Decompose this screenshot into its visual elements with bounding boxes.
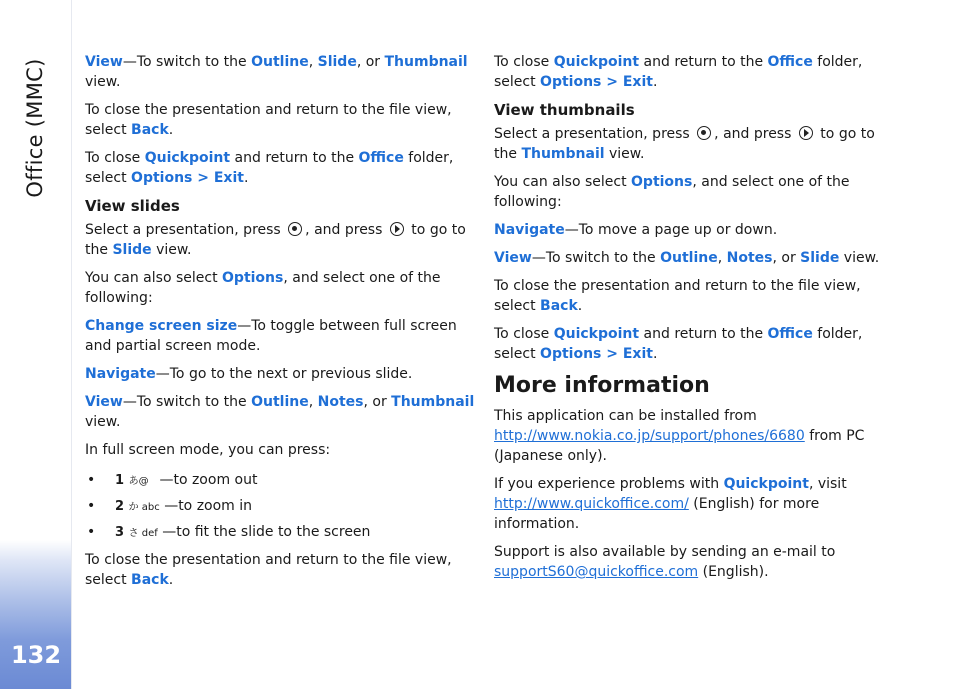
key-sub: か abc bbox=[128, 502, 160, 513]
text: If you experience problems with bbox=[494, 476, 724, 492]
text: folder, select bbox=[494, 326, 863, 362]
text: view. bbox=[85, 414, 121, 430]
keyword: Change screen size bbox=[85, 318, 238, 334]
text: (English) for more information. bbox=[494, 496, 820, 532]
text: Select a presentation, press bbox=[85, 222, 286, 238]
quickoffice-link[interactable]: http://www.quickoffice.com/ bbox=[494, 496, 689, 512]
keyword: Navigate bbox=[494, 222, 565, 238]
text: view. bbox=[839, 250, 880, 266]
keyword: Thumbnail bbox=[384, 54, 468, 70]
paragraph-install bbox=[494, 406, 886, 466]
text: , and press bbox=[714, 126, 796, 142]
text: To close bbox=[85, 150, 145, 166]
text: . bbox=[652, 346, 658, 362]
text: This application can be installed from bbox=[494, 408, 757, 424]
paragraph-view-switch bbox=[85, 392, 475, 432]
page-number: 132 bbox=[10, 641, 62, 669]
paragraph-problems bbox=[494, 474, 886, 534]
paragraph-view-switch bbox=[494, 248, 886, 268]
heading-view-thumbnails: View thumbnails bbox=[494, 101, 635, 119]
keyword: Navigate bbox=[85, 366, 156, 382]
text: , or bbox=[363, 394, 392, 410]
text: —To switch to the bbox=[122, 54, 252, 70]
text: from PC (Japanese only). bbox=[494, 428, 865, 464]
text: You can also select bbox=[494, 174, 632, 190]
key-1-icon bbox=[115, 469, 155, 494]
nokia-support-link[interactable]: http://www.nokia.co.jp/support/phones/6680 bbox=[494, 428, 805, 444]
paragraph-full-screen: In full screen mode, you can press: bbox=[85, 442, 331, 458]
joystick-right-icon bbox=[390, 222, 404, 236]
keyword: View bbox=[85, 54, 123, 70]
paragraph-view-options bbox=[85, 52, 475, 92]
key-2-icon bbox=[115, 495, 160, 520]
text: To close the presentation and return to the file view, select bbox=[85, 102, 452, 138]
text: To close the presentation and return to the file view, select bbox=[494, 278, 861, 314]
text: folder, select bbox=[85, 150, 454, 186]
keyword: Notes bbox=[726, 250, 773, 266]
key-desc: —to fit the slide to the screen bbox=[162, 524, 371, 540]
paragraph-select-presentation bbox=[85, 220, 475, 260]
key-sub: あ@ bbox=[128, 476, 149, 487]
paragraph-support bbox=[494, 542, 886, 582]
paragraph-close-quickpoint bbox=[85, 148, 475, 188]
key-desc: —to zoom in bbox=[164, 498, 253, 514]
key-sub: さ def bbox=[128, 528, 158, 539]
paragraph-close-presentation-2 bbox=[85, 550, 475, 590]
keyword: Outline bbox=[660, 250, 718, 266]
text: To close the presentation and return to the file view, select bbox=[85, 552, 452, 588]
keyword: Options > Exit bbox=[540, 346, 653, 362]
keyword: Office bbox=[767, 326, 813, 342]
text: —To toggle between full screen and partial screen mode. bbox=[85, 318, 457, 354]
paragraph-close-quickpoint bbox=[494, 52, 886, 92]
right-column bbox=[494, 52, 886, 590]
text: , bbox=[717, 250, 727, 266]
text: (English). bbox=[698, 564, 769, 580]
text: . bbox=[168, 572, 174, 588]
paragraph-close-presentation bbox=[85, 100, 475, 140]
text: —To go to the next or previous slide. bbox=[155, 366, 413, 382]
text: view. bbox=[151, 242, 192, 258]
text: , and select one of the following: bbox=[494, 174, 850, 210]
text: and return to the bbox=[639, 54, 768, 70]
heading-more-information: More information bbox=[494, 373, 710, 398]
keyword: Slide bbox=[112, 242, 152, 258]
key-digit: 2 bbox=[115, 499, 125, 514]
text: , visit bbox=[808, 476, 847, 492]
text: folder, select bbox=[494, 54, 863, 90]
text: . bbox=[577, 298, 583, 314]
text: and return to the bbox=[230, 150, 359, 166]
joystick-right-icon bbox=[799, 126, 813, 140]
keyword: Quickpoint bbox=[553, 326, 640, 342]
paragraph-change-screen-size bbox=[85, 316, 475, 356]
text: view. bbox=[604, 146, 645, 162]
text: —To move a page up or down. bbox=[564, 222, 778, 238]
heading-view-slides: View slides bbox=[85, 197, 180, 215]
keyword: Thumbnail bbox=[391, 394, 475, 410]
key-desc: —to zoom out bbox=[159, 472, 258, 488]
text: , or bbox=[772, 250, 801, 266]
paragraph-options bbox=[85, 268, 475, 308]
text: Support is also available by sending an e-mail to bbox=[494, 544, 836, 560]
keyword: View bbox=[494, 250, 532, 266]
keyword: Notes bbox=[317, 394, 364, 410]
text: . bbox=[243, 170, 249, 186]
text: You can also select bbox=[85, 270, 223, 286]
text: , and press bbox=[305, 222, 387, 238]
side-band bbox=[0, 0, 72, 689]
keyword: Outline bbox=[251, 394, 309, 410]
section-title: Office (MMC) bbox=[23, 58, 47, 198]
key-3-icon bbox=[115, 521, 158, 546]
text: , and select one of the following: bbox=[85, 270, 441, 306]
list-item bbox=[85, 468, 475, 494]
text: —To switch to the bbox=[122, 394, 252, 410]
paragraph-navigate bbox=[494, 220, 886, 240]
keyword: Options bbox=[631, 174, 693, 190]
support-email-link[interactable]: supportS60@quickoffice.com bbox=[494, 564, 699, 580]
text: , or bbox=[356, 54, 385, 70]
keyword: Slide bbox=[800, 250, 840, 266]
keyword: Back bbox=[540, 298, 578, 314]
paragraph-close-presentation bbox=[494, 276, 886, 316]
keyword: Options > Exit bbox=[131, 170, 244, 186]
left-column bbox=[85, 52, 475, 598]
keyword: Options > Exit bbox=[540, 74, 653, 90]
keyword: Thumbnail bbox=[521, 146, 605, 162]
paragraph-select-presentation bbox=[494, 124, 886, 164]
text: To close bbox=[494, 326, 554, 342]
key-digit: 1 bbox=[115, 473, 125, 488]
text: Select a presentation, press bbox=[494, 126, 695, 142]
list-item bbox=[85, 494, 475, 520]
keyword: View bbox=[85, 394, 123, 410]
text: . bbox=[652, 74, 658, 90]
select-key-icon bbox=[288, 222, 302, 236]
text: —To switch to the bbox=[531, 250, 661, 266]
section-tab bbox=[18, 58, 52, 198]
keyword: Options bbox=[222, 270, 284, 286]
paragraph-close-quickpoint-2 bbox=[494, 324, 886, 364]
keyword: Outline bbox=[251, 54, 309, 70]
text: To close bbox=[494, 54, 554, 70]
keyword: Quickpoint bbox=[723, 476, 809, 492]
paragraph-navigate bbox=[85, 364, 475, 384]
text: , bbox=[308, 54, 318, 70]
keyword: Office bbox=[358, 150, 404, 166]
key-digit: 3 bbox=[115, 525, 125, 540]
keyword: Back bbox=[131, 572, 169, 588]
list-item bbox=[85, 520, 475, 546]
text: . bbox=[168, 122, 174, 138]
text: to go to the bbox=[494, 126, 875, 162]
key-list bbox=[85, 468, 475, 546]
text: to go to the bbox=[85, 222, 466, 258]
keyword: Back bbox=[131, 122, 169, 138]
paragraph-options bbox=[494, 172, 886, 212]
text: , bbox=[308, 394, 318, 410]
text: and return to the bbox=[639, 326, 768, 342]
keyword: Quickpoint bbox=[144, 150, 231, 166]
keyword: Office bbox=[767, 54, 813, 70]
text: view. bbox=[85, 74, 121, 90]
select-key-icon bbox=[697, 126, 711, 140]
keyword: Slide bbox=[317, 54, 357, 70]
keyword: Quickpoint bbox=[553, 54, 640, 70]
